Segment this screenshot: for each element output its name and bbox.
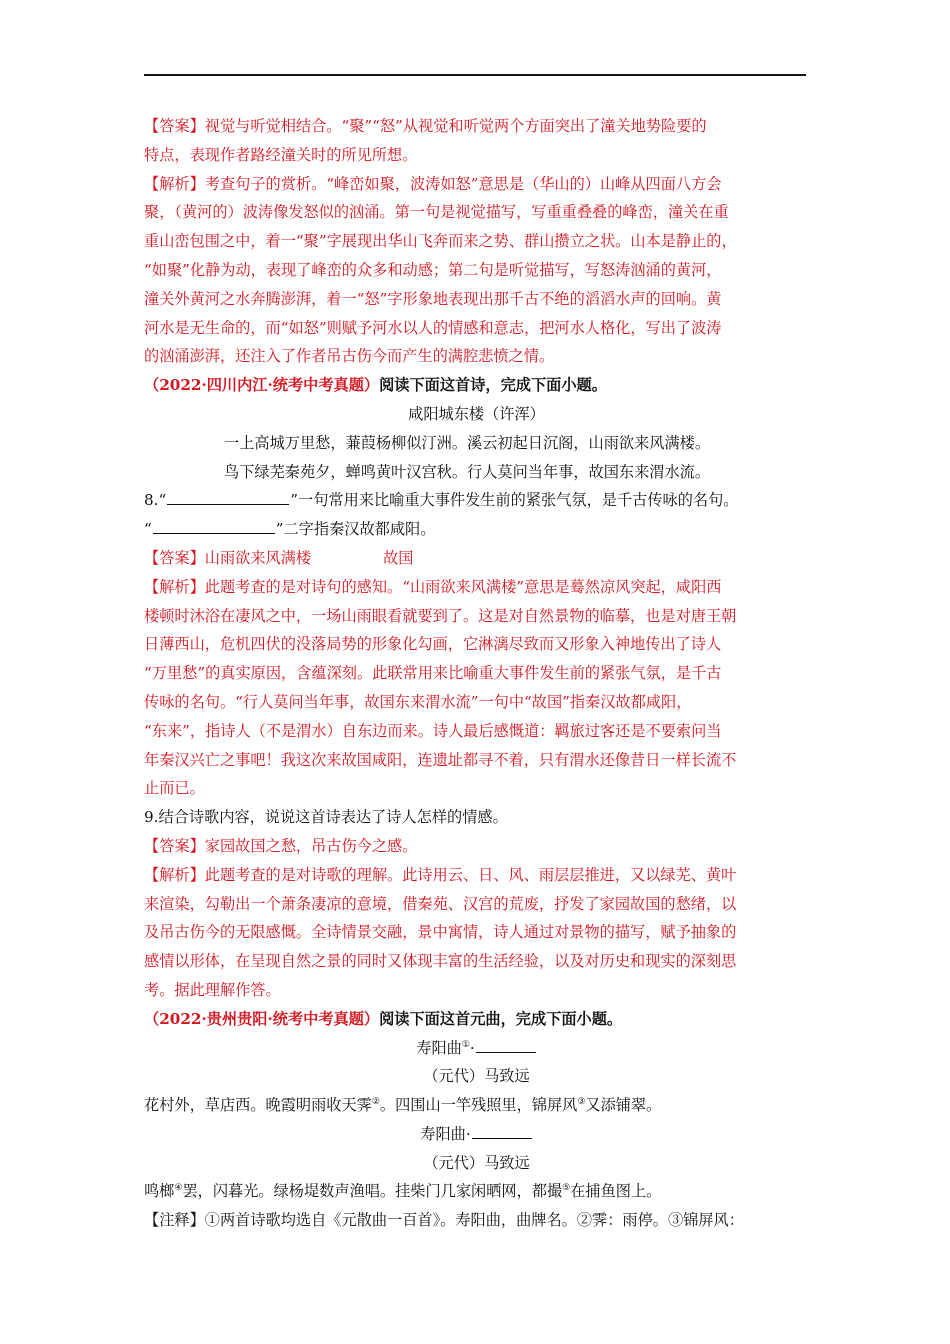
text-span: ”一句常用来比喻重大事件发生前的紧张气氛，是千古传咏的名句。 xyxy=(290,491,739,510)
text-line xyxy=(144,861,809,890)
text-span: 8.“ xyxy=(144,491,167,510)
text-line xyxy=(144,688,809,717)
text-span: 【解析】此题考查的是对诗句的感知。“山雨欲来风满楼”意思是蓦然凉风突起，咸阳西 xyxy=(144,577,722,596)
text-line xyxy=(144,659,809,688)
text-span: 【答案】山雨欲来风满楼 xyxy=(144,548,312,567)
text-line xyxy=(144,1005,809,1034)
text-span: 阅读下面这首诗，完成下面小题。 xyxy=(379,376,607,395)
text-span: 河水是无生命的，而“如怒”则赋予河水以人的情感和意志，把河水人格化，写出了波涛 xyxy=(144,318,722,337)
text-line xyxy=(144,170,809,199)
text-span: 【解析】考查句子的赏析。“峰峦如聚，波涛如怒”意思是（华山的）山峰从四面八方会 xyxy=(144,174,722,193)
text-line xyxy=(144,717,809,746)
text-span: 阅读下面这首元曲，完成下面小题。 xyxy=(379,1009,623,1028)
text-line xyxy=(144,1034,809,1063)
text-span: 特点，表现作者路经潼关时的所见所想。 xyxy=(144,145,418,164)
text-span: 【注释】①两首诗歌均选自《元散曲一百首》。寿阳曲，曲牌名。②霁：雨停。③锦屏风： xyxy=(144,1211,744,1230)
text-span: 【解析】此题考查的是对诗歌的理解。此诗用云、日、风、雨层层推进，又以绿芜、黄叶 xyxy=(144,865,737,884)
footnote-marker: ① xyxy=(461,1039,470,1050)
text-span: 来渲染，勾勒出一个萧条凄凉的意境，借秦苑、汉宫的荒废，抒发了家园故国的愁绪，以 xyxy=(144,894,737,913)
text-span: ”二字指秦汉故都咸阳。 xyxy=(275,520,436,539)
text-line xyxy=(144,544,809,573)
text-line xyxy=(144,947,809,976)
text-line xyxy=(144,602,809,631)
text-span: 止而已。 xyxy=(144,779,205,798)
text-line xyxy=(144,314,809,343)
text-line xyxy=(144,227,809,256)
text-line xyxy=(144,1206,809,1235)
fill-in-blank xyxy=(476,1034,536,1053)
text-line xyxy=(144,285,809,314)
text-line xyxy=(144,630,809,659)
text-span: 鸟下绿芜秦苑夕，蝉鸣黄叶汉宫秋。行人莫问当年事，故国东来渭水流。 xyxy=(224,462,710,481)
text-line xyxy=(144,1177,809,1206)
footnote-marker: ③ xyxy=(577,1097,586,1108)
document-body xyxy=(144,112,809,1235)
text-span: “万里愁”的真实原因，含蕴深刻。此联常用来比喻重大事件发生前的紧张气氛，是千古 xyxy=(144,664,722,683)
text-span: “如聚”化静为动，表现了峰峦的众多和动感；第二句是听觉描写，写怒涛汹涌的黄河， xyxy=(144,260,722,279)
text-span: （元代）马致远 xyxy=(423,1153,530,1172)
text-span: · xyxy=(469,1038,475,1057)
text-line xyxy=(144,803,809,832)
text-span: 故国 xyxy=(383,548,414,567)
footnote-marker: ④ xyxy=(174,1183,183,1194)
text-span: 考。据此理解作答。 xyxy=(144,980,281,999)
text-span: 感情以形体，在呈现自然之景的同时又体现丰富的生活经验，以及对历史和现实的深刻思 xyxy=(144,952,737,971)
footnote-marker: ⑤ xyxy=(562,1183,571,1194)
fill-in-blank xyxy=(472,1120,532,1139)
footnote-marker: ② xyxy=(371,1097,380,1108)
text-line xyxy=(144,429,809,458)
text-line xyxy=(144,112,809,141)
text-span: 又添铺翠。 xyxy=(585,1096,662,1115)
text-span: 年秦汉兴亡之事吧！我这次来故国咸阳，连遗址都寻不着，只有渭水还像昔日一样长流不 xyxy=(144,750,737,769)
text-span: 罢，闪暮光。绿杨堤数声渔唱。挂柴门几家闲晒网，都撮 xyxy=(182,1182,563,1201)
text-line xyxy=(144,400,809,429)
text-line xyxy=(144,573,809,602)
text-line xyxy=(144,458,809,487)
text-span: 9.结合诗歌内容，说说这首诗表达了诗人怎样的情感。 xyxy=(144,808,508,827)
text-line xyxy=(144,141,809,170)
text-span: （2022·贵州贵阳·统考中考真题） xyxy=(144,1009,380,1028)
text-line xyxy=(144,1149,809,1178)
text-line xyxy=(144,976,809,1005)
text-span: 寿阳曲· xyxy=(420,1124,471,1143)
text-span: 寿阳曲 xyxy=(416,1038,462,1057)
text-span: 【答案】家园故国之愁，吊古伤今之感。 xyxy=(144,836,418,855)
text-span: “东来”，指诗人（不是渭水）自东边而来。诗人最后感慨道：羁旅过客还是不要索问当 xyxy=(144,721,722,740)
text-span: 及吊古伤今的无限感慨。全诗情景交融，景中寓情，诗人通过对景物的描写，赋予抽象的 xyxy=(144,923,737,942)
text-span: 楼顿时沐浴在凄风之中，一场山雨眼看就要到了。这是对自然景物的临摹，也是对唐王朝 xyxy=(144,606,737,625)
text-span: 在捕鱼图上。 xyxy=(570,1182,662,1201)
text-line xyxy=(144,746,809,775)
fill-in-blank xyxy=(153,515,275,534)
text-line xyxy=(144,890,809,919)
text-span: 潼关外黄河之水奔腾澎湃，着一“怒”字形象地表现出那千古不绝的滔滔水声的回响。黄 xyxy=(144,289,722,308)
text-span: 咸阳城东楼（许浑） xyxy=(408,404,545,423)
text-span: 花村外，草店西。晚霞明雨收天霁 xyxy=(144,1096,372,1115)
text-span: 【答案】视觉与听觉相结合。“聚”“怒”从视觉和听觉两个方面突出了潼关地势险要的 xyxy=(144,117,707,135)
header-rule xyxy=(144,74,806,76)
text-span: 传咏的名句。“行人莫问当年事，故国东来渭水流”一句中“故国”指秦汉故都咸阳， xyxy=(144,692,692,711)
text-line xyxy=(144,774,809,803)
text-span: 的汹涌澎湃，还注入了作者吊古伤今而产生的满腔悲愤之情。 xyxy=(144,347,555,366)
text-line xyxy=(144,371,809,400)
text-line xyxy=(144,1091,809,1120)
text-span: 聚，（黄河的）波涛像发怒似的汹涌。第一句是视觉描写，写重重叠叠的峰峦，潼关在重 xyxy=(144,203,729,222)
text-span: 日薄西山，危机四伏的没落局势的形象化勾画，它淋漓尽致而又形象入神地传出了诗人 xyxy=(144,635,722,654)
text-line xyxy=(144,1120,809,1149)
text-line xyxy=(144,198,809,227)
text-line xyxy=(144,342,809,371)
text-span: （2022·四川内江·统考中考真题） xyxy=(144,376,380,395)
text-span: 。四围山一竿残照里，锦屏风 xyxy=(379,1096,578,1115)
text-line xyxy=(144,486,809,515)
text-line xyxy=(144,256,809,285)
text-line xyxy=(144,918,809,947)
text-span: （元代）马致远 xyxy=(423,1067,530,1086)
text-span: 重山峦包围之中，着一“聚”字展现出华山飞奔而来之势、群山攒立之状。山本是静止的， xyxy=(144,232,737,251)
text-span: 鸣榔 xyxy=(144,1182,175,1201)
text-line xyxy=(144,832,809,861)
text-span: “ xyxy=(144,520,152,539)
text-line xyxy=(144,1062,809,1091)
fill-in-blank xyxy=(167,486,289,505)
text-line xyxy=(144,515,809,544)
text-span: 一上高城万里愁，蒹葭杨柳似汀洲。溪云初起日沉阁，山雨欲来风满楼。 xyxy=(224,433,710,452)
